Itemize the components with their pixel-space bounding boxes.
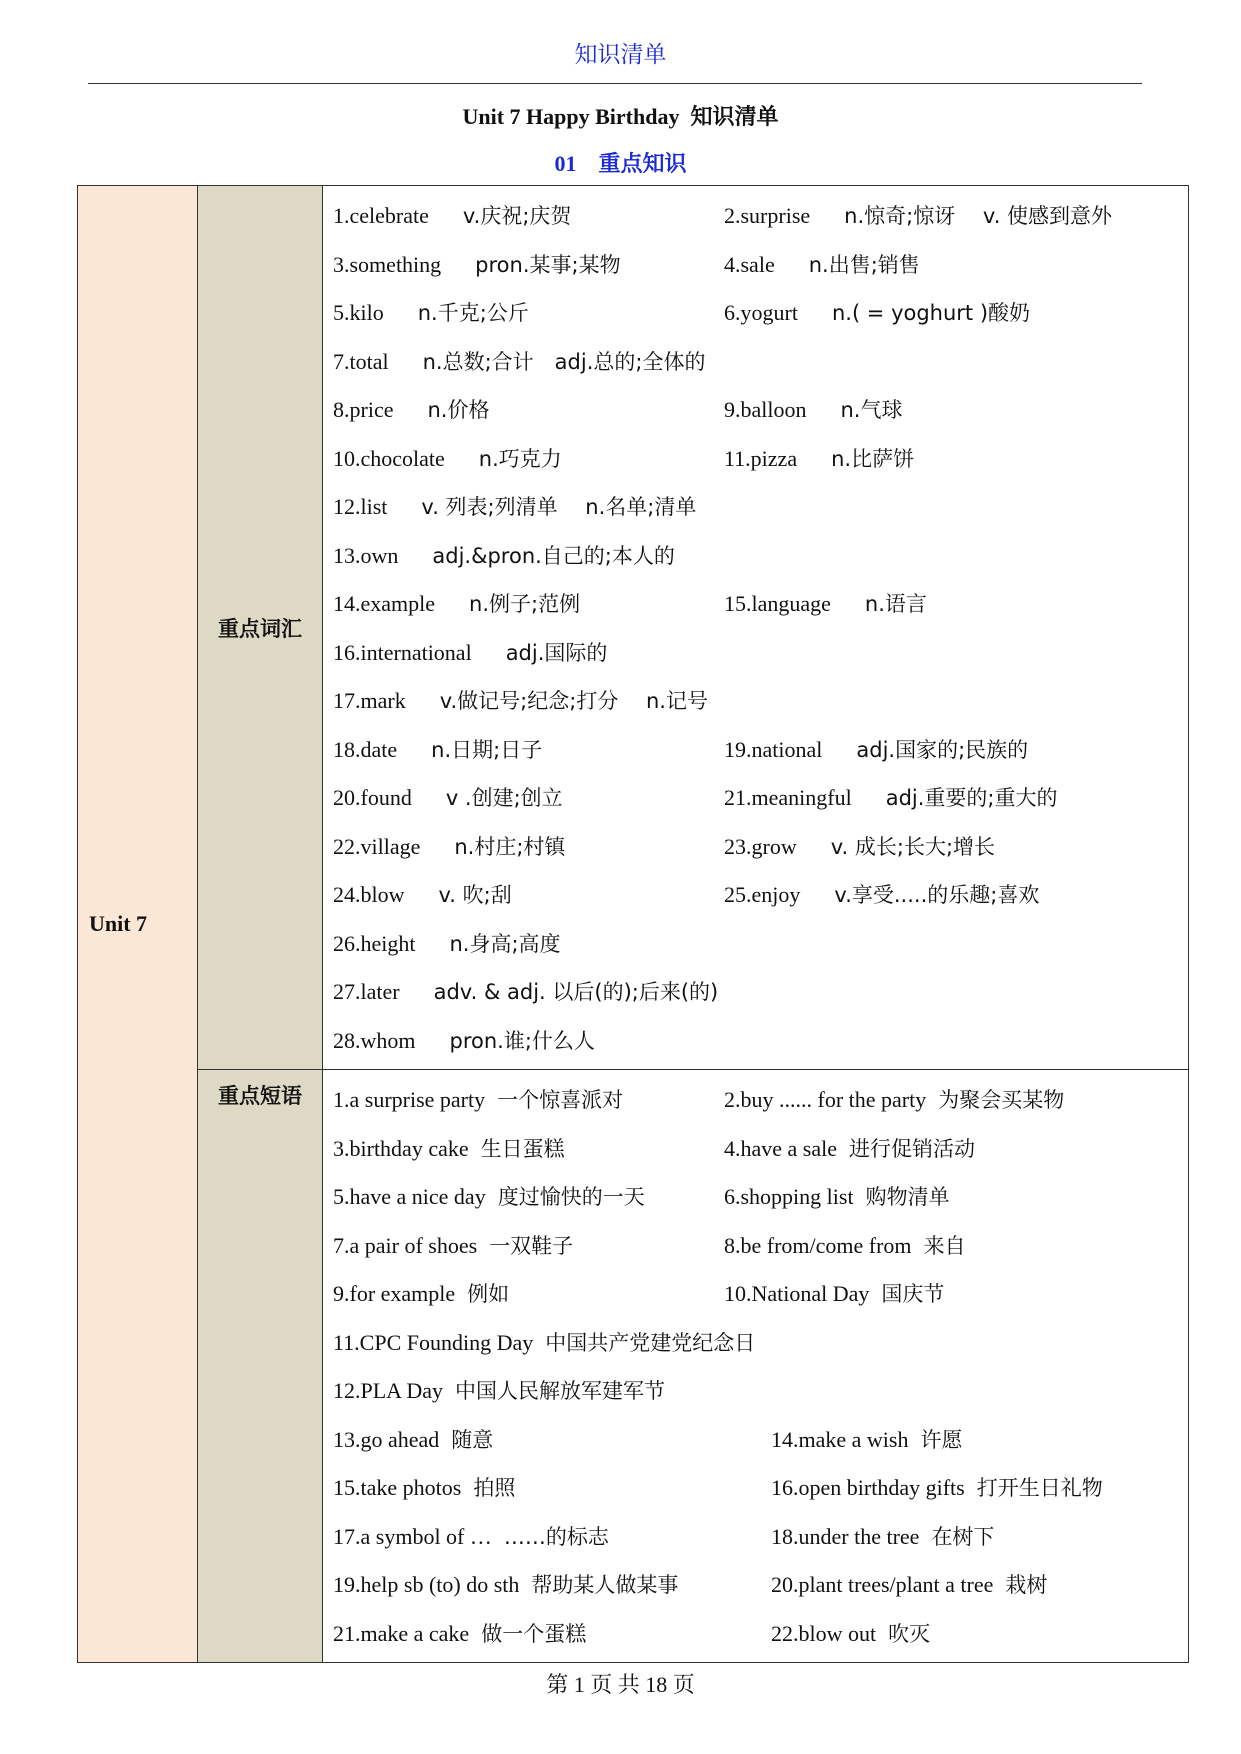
vocab-word: 15.language (724, 591, 831, 616)
phrase-entry-row (333, 1608, 1188, 1657)
phrase-meaning: 中国人民解放军建军节 (455, 1379, 665, 1403)
vocab-entry (724, 297, 1030, 327)
phrase-entry-row (333, 1220, 1188, 1269)
phrase-text: 10.National Day (724, 1281, 870, 1306)
vocab-word: 20.found (333, 785, 412, 810)
vocab-entry (333, 976, 718, 1006)
vocab-entry-row (333, 433, 1188, 482)
vocab-definition: n.( = yoghurt )酸奶 (831, 301, 1031, 325)
phrase-text: 14.make a wish (771, 1426, 909, 1452)
phrase-meaning: 国庆节 (881, 1282, 945, 1306)
phrases-row (78, 1070, 1189, 1663)
phrase-meaning: 为聚会买某物 (938, 1088, 1065, 1112)
phrase-entry (771, 1569, 1047, 1599)
vocab-entry-row (333, 675, 1188, 724)
phrase-text: 19.help sb (to) do sth (333, 1572, 520, 1597)
vocab-word: 26.height (333, 930, 416, 956)
vocab-word: 8.price (333, 397, 394, 422)
vocab-definition: adj.国家的;民族的 (856, 737, 1029, 762)
phrase-text: 1.a surprise party (333, 1087, 486, 1112)
vocab-word: 2.surprise (724, 203, 811, 228)
vocab-definition: pron.某事;某物 (475, 252, 621, 277)
vocab-word: 7.total (333, 348, 389, 374)
vocab-entry (724, 249, 920, 279)
phrase-entry (771, 1521, 994, 1551)
knowledge-table (77, 185, 1189, 1663)
phrase-entry (333, 1278, 509, 1308)
phrase-meaning: 度过愉快的一天 (497, 1185, 645, 1209)
phrase-entry-row (333, 1123, 1188, 1172)
vocab-word: 22.village (333, 833, 421, 859)
phrase-entry-row (333, 1074, 1188, 1123)
phrase-meaning: 做一个蛋糕 (481, 1621, 587, 1646)
phrase-meaning: 中国共产党建党纪念日 (545, 1330, 756, 1355)
vocab-definition: n.气球 (840, 398, 903, 422)
vocab-entry-row (333, 578, 1188, 627)
vocab-entry (724, 782, 1058, 812)
vocab-entry-row (333, 336, 1188, 385)
vocab-definition: v. 列表;列清单 n.名单;清单 (421, 495, 697, 519)
vocab-definition: adj.&pron.自己的;本人的 (432, 543, 675, 568)
phrase-entry (333, 1618, 586, 1648)
vocab-entry (333, 200, 571, 230)
document-title (0, 100, 1241, 131)
vocab-definition: v. 成长;长大;增长 (830, 834, 996, 859)
phrase-meaning: 来自 (923, 1233, 966, 1258)
section-heading (0, 147, 1241, 178)
vocab-entry-row (333, 1015, 1188, 1064)
phrase-meaning: ……的标志 (503, 1524, 609, 1549)
vocab-word: 25.enjoy (724, 882, 801, 907)
vocab-entry (333, 443, 562, 473)
phrase-text: 16.open birthday gifts (771, 1475, 965, 1500)
vocab-entry (724, 831, 995, 861)
phrase-text: 5.have a nice day (333, 1184, 486, 1209)
vocab-definition: n.惊奇;惊讶 v. 使感到意外 (844, 204, 1113, 228)
vocab-entry (724, 879, 1039, 909)
vocab-definition: n.总数;合计 adj.总的;全体的 (422, 349, 706, 374)
phrase-text: 2.buy ...... for the party (724, 1087, 927, 1112)
phrase-entry (771, 1472, 1103, 1502)
phrase-meaning: 许愿 (920, 1427, 963, 1452)
phrases-list (323, 1070, 1189, 1663)
vocab-word: 1.celebrate (333, 203, 429, 228)
vocab-definition: v.做记号;纪念;打分 n.记号 (439, 689, 708, 713)
vocab-word: 5.kilo (333, 300, 384, 325)
phrase-entry-row (333, 1268, 1188, 1317)
vocab-word: 17.mark (333, 688, 406, 713)
vocab-definition: n.巧克力 (478, 446, 562, 471)
vocab-definition: n.千克;公斤 (417, 301, 529, 325)
phrase-entry (724, 1278, 944, 1308)
vocab-definition: v. 吹;刮 (438, 883, 512, 907)
vocab-entry (333, 249, 621, 279)
phrase-text: 13.go ahead (333, 1426, 440, 1452)
vocab-definition: n.村庄;村镇 (454, 834, 566, 859)
vocab-entry-row (333, 384, 1188, 433)
phrase-meaning: 吹灭 (888, 1621, 931, 1646)
vocab-entry (333, 491, 696, 521)
vocab-entry (333, 928, 561, 958)
vocab-entry (333, 831, 565, 861)
vocab-word: 23.grow (724, 833, 797, 859)
header-divider (88, 83, 1142, 84)
vocab-definition: n.语言 (864, 592, 927, 616)
phrase-meaning: 随意 (451, 1427, 494, 1452)
phrase-entry (333, 1181, 645, 1211)
phrase-entry-row (333, 1365, 1188, 1414)
vocab-entry-row (333, 821, 1188, 870)
vocab-word: 14.example (333, 591, 436, 616)
vocab-definition: n.出售;销售 (808, 252, 920, 277)
vocab-list (323, 186, 1189, 1070)
vocab-definition: n.价格 (427, 398, 490, 422)
vocab-definition: adj.重要的;重大的 (885, 786, 1058, 810)
phrase-entry (333, 1521, 609, 1551)
vocab-word: 10.chocolate (333, 445, 445, 471)
phrase-text: 20.plant trees/plant a tree (771, 1572, 994, 1597)
vocab-entry-row (333, 190, 1188, 239)
phrase-entry (333, 1375, 665, 1405)
phrases-category-label: 重点短语 (198, 1070, 323, 1663)
phrase-entry-row (333, 1414, 1188, 1463)
phrase-meaning: 一双鞋子 (489, 1233, 574, 1258)
phrase-meaning: 进行促销活动 (849, 1136, 975, 1161)
vocab-row (78, 186, 1189, 1070)
phrase-text: 9.for example (333, 1281, 456, 1306)
vocab-word: 12.list (333, 494, 388, 519)
vocab-entry (724, 588, 927, 618)
phrase-meaning: 栽树 (1005, 1573, 1048, 1597)
vocab-entry (333, 734, 542, 764)
phrase-entry (771, 1424, 962, 1454)
phrase-meaning: 例如 (467, 1282, 510, 1306)
vocab-entry (333, 782, 563, 812)
vocab-word: 16.international (333, 639, 472, 665)
vocab-definition: v.庆祝;庆贺 (462, 204, 572, 228)
phrase-text: 12.PLA Day (333, 1378, 443, 1403)
header-title: 知识清单 (574, 42, 667, 68)
phrase-text: 22.blow out (771, 1620, 877, 1646)
vocab-category-label: 重点词汇 (198, 186, 323, 1070)
page-footer: 第 1 页 共 18 页 (546, 1672, 695, 1697)
phrase-entry-row (333, 1462, 1188, 1511)
vocab-word: 9.balloon (724, 397, 807, 422)
phrase-entry (724, 1230, 966, 1260)
phrase-text: 7.a pair of shoes (333, 1232, 478, 1258)
phrase-entry (333, 1569, 678, 1599)
vocab-definition: n.身高;高度 (449, 931, 561, 956)
phrase-entry (724, 1133, 975, 1163)
vocab-entry-row (333, 918, 1188, 967)
vocab-entry-row (333, 772, 1188, 821)
phrase-meaning: 拍照 (473, 1476, 516, 1500)
vocab-entry (724, 394, 903, 424)
phrase-entry (333, 1230, 573, 1260)
phrase-meaning: 生日蛋糕 (480, 1136, 565, 1161)
section-number: 01 (554, 151, 577, 176)
phrase-entry (333, 1424, 493, 1454)
document-title-cn: 知识清单 (690, 105, 779, 130)
phrase-entry-row (333, 1511, 1188, 1560)
phrase-text: 11.CPC Founding Day (333, 1329, 534, 1355)
vocab-entry (333, 540, 675, 570)
phrase-text: 18.under the tree (771, 1523, 920, 1549)
vocab-entry (333, 394, 489, 424)
phrase-meaning: 购物清单 (865, 1185, 950, 1209)
phrase-text: 6.shopping list (724, 1184, 854, 1209)
vocab-definition: n.比萨饼 (831, 446, 915, 471)
phrase-entry (333, 1084, 623, 1114)
phrase-entry (724, 1181, 950, 1211)
phrase-text: 17.a symbol of … (333, 1523, 492, 1549)
vocab-word: 27.later (333, 979, 400, 1004)
vocab-entry-row (333, 869, 1188, 918)
vocab-word: 18.date (333, 736, 398, 762)
phrase-entry-row (333, 1171, 1188, 1220)
phrase-entry (333, 1472, 515, 1502)
phrase-meaning: 在树下 (931, 1524, 995, 1549)
phrase-entry (771, 1618, 930, 1648)
vocab-word: 19.national (724, 736, 823, 762)
vocab-entry (333, 637, 607, 667)
vocab-entry (724, 200, 1112, 230)
phrase-entry-row (333, 1559, 1188, 1608)
vocab-entry-row (333, 287, 1188, 336)
vocab-definition: adj.国际的 (505, 640, 608, 665)
unit-label: Unit 7 (78, 186, 198, 1663)
document-title-en: Unit 7 Happy Birthday (462, 104, 680, 129)
vocab-entry-row (333, 724, 1188, 773)
vocab-definition: n.日期;日子 (431, 737, 543, 762)
vocab-definition: pron.谁;什么人 (449, 1028, 595, 1053)
vocab-entry (724, 734, 1028, 764)
phrase-meaning: 打开生日礼物 (976, 1476, 1103, 1500)
vocab-word: 13.own (333, 542, 399, 568)
vocab-definition: v.享受.....的乐趣;喜欢 (834, 883, 1040, 907)
phrase-entry (333, 1133, 565, 1163)
vocab-word: 6.yogurt (724, 300, 798, 325)
vocab-entry (333, 879, 512, 909)
vocab-word: 3.something (333, 251, 442, 277)
vocab-entry-row (333, 530, 1188, 579)
phrase-text: 21.make a cake (333, 1620, 470, 1646)
vocab-entry (333, 1025, 595, 1055)
phrase-entry-row (333, 1317, 1188, 1366)
vocab-entry (333, 346, 705, 376)
vocab-entry (333, 297, 529, 327)
vocab-word: 21.meaningful (724, 785, 852, 810)
phrase-text: 8.be from/come from (724, 1232, 912, 1258)
vocab-entry (333, 588, 580, 618)
section-title: 重点知识 (598, 152, 687, 177)
vocab-entry-row (333, 481, 1188, 530)
vocab-entry-row (333, 627, 1188, 676)
phrase-text: 3.birthday cake (333, 1135, 469, 1161)
vocab-word: 11.pizza (724, 445, 798, 471)
vocab-entry-row (333, 966, 1188, 1015)
vocab-word: 28.whom (333, 1027, 416, 1053)
vocab-definition: adv. & adj. 以后(的);后来(的) (433, 980, 719, 1004)
phrase-text: 15.take photos (333, 1475, 462, 1500)
phrase-meaning: 帮助某人做某事 (531, 1573, 679, 1597)
vocab-word: 4.sale (724, 251, 775, 277)
vocab-definition: n.例子;范例 (469, 592, 581, 616)
vocab-entry (724, 443, 914, 473)
vocab-word: 24.blow (333, 882, 405, 907)
phrase-entry (333, 1327, 755, 1357)
vocab-definition: v .创建;创立 (445, 786, 563, 810)
phrase-text: 4.have a sale (724, 1135, 837, 1161)
phrase-meaning: 一个惊喜派对 (497, 1088, 624, 1112)
vocab-entry (333, 685, 708, 715)
phrase-entry (724, 1084, 1064, 1114)
vocab-entry-row (333, 239, 1188, 288)
